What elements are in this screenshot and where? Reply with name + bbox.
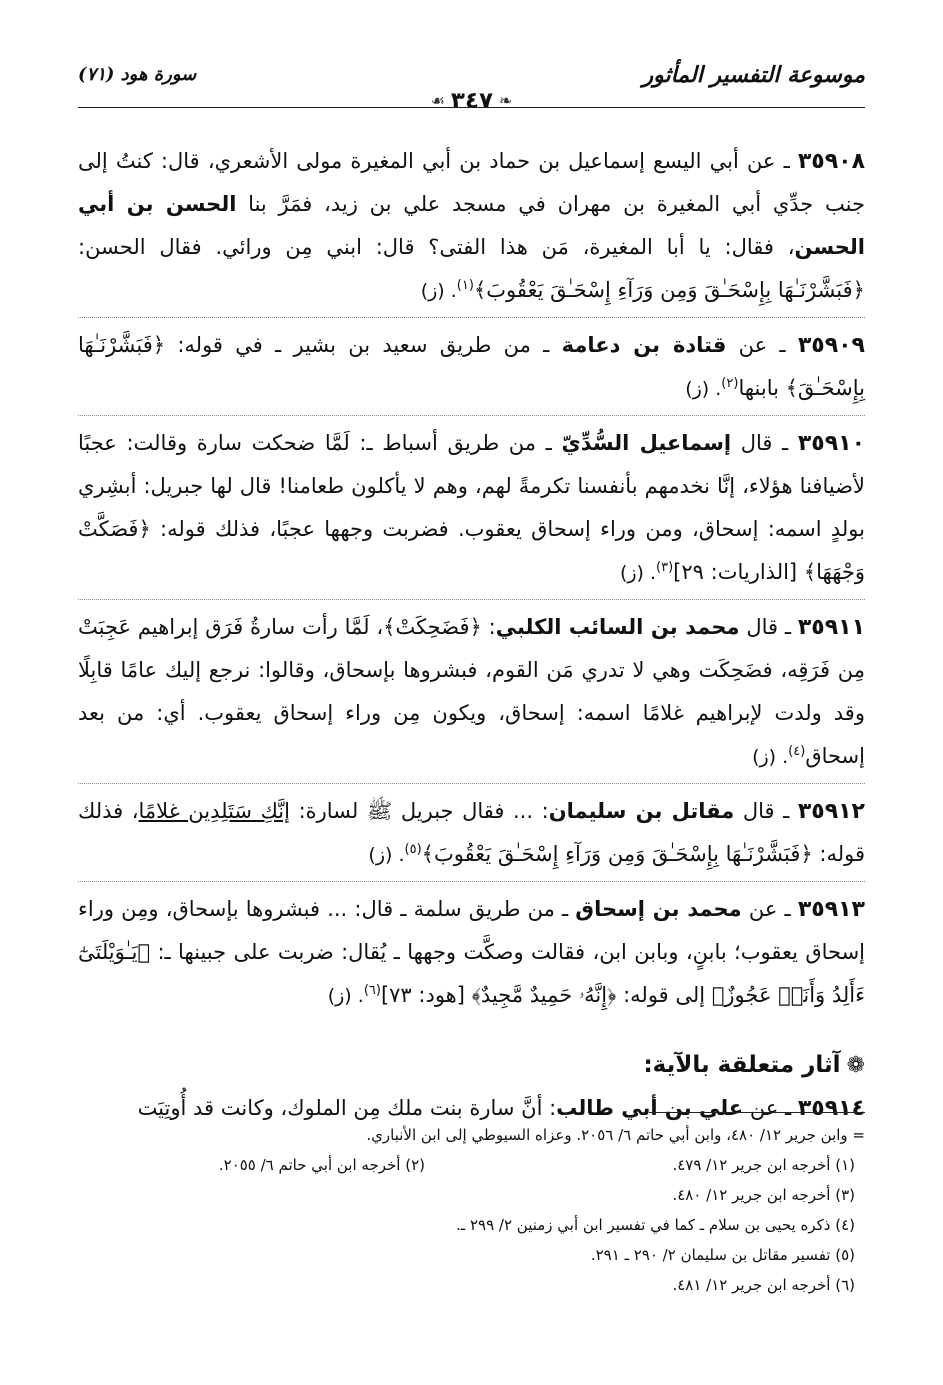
source-code: . (ز) (619, 562, 657, 584)
narration-text: ـ عن أبي اليسع إسماعيل بن حماد بن أبي المغيرة مولى الأشعري، قال: كنتُ إلى جنب جدِّي أبي المغيرة بن مهران في مسجد علي بن زيد، فمَرَّ بنا (78, 149, 865, 216)
source-code: . (ز) (685, 378, 722, 400)
narration-text: : ... فقال جبريل ﷺ لسارة: (289, 799, 549, 823)
sura-label: سورة هود (٧١) (78, 64, 197, 85)
quran-quote: ﴿فَبَشَّرْنَـٰهَا بِإِسْحَـٰقَ وَمِن وَرَآءِ إِسْحَـٰقَ يَعْقُوبَ﴾ (473, 278, 865, 302)
main-text (78, 140, 865, 1134)
footnote-line (78, 1240, 865, 1270)
footnote-line (78, 1120, 865, 1150)
page-number: ٣٤٧ (450, 88, 494, 114)
footnote-ref: (٣) (656, 560, 674, 575)
narrator-name: إسماعيل السُّدِّيّ (561, 431, 732, 455)
narration-text: ـ من طريق أسباط ـ: لَمَّا ضحكت سارة وقالت: عجبًا لأضيافنا هؤلاء، إنَّا نخدمهم بأنفسنا تكرمةً لهم، وهم لا يأكلون طعامنا! قال لها جبريل: أبشِري بولدٍ اسمه: إسحاق، ومن وراء إسحاق يعقوب. فضربت وجهها عجبًا، فذلك قوله: (78, 431, 865, 541)
page-header (78, 60, 865, 114)
section-heading-text: آثار متعلقة بالآية: (643, 1052, 841, 1078)
narration-text: : أنَّ سارة بنت ملك مِن الملوك، وكانت قد أُوتِيَت (137, 1096, 557, 1120)
narration-number: ٣٥٩١٤ (797, 1096, 865, 1121)
narration-text: بابنها (738, 376, 786, 400)
header-rule (78, 107, 865, 108)
footnote-ref: (١) (456, 278, 474, 293)
narration-text: ـ من طريق سلمة ـ قال: ... فبشروها بإسحاق، ومِن وراء إسحاق يعقوب؛ بابنٍ، وبابن ابن، فقالت وصكَّت وجهها ـ يُقال: ضربت على جبينها ـ: (78, 897, 865, 964)
quran-quote: ﴿إِنَّهُۥ حَمِيدٌ مَّجِيدٌ﴾ (471, 983, 617, 1007)
quran-quote: ﴿فَضَحِكَتْ﴾ (383, 615, 482, 639)
narration-text: إلى قوله: (616, 983, 712, 1007)
narrator-name: محمد بن السائب الكلبي (495, 615, 740, 639)
footnote-line (78, 1270, 865, 1300)
narration-text: ـ قال (731, 431, 798, 455)
footnote-rule (649, 1112, 865, 1113)
section-heading (78, 1044, 865, 1087)
narration-text: ـ عن (726, 333, 798, 357)
narration-text: ـ من طريق سعيد بن بشير ـ في قوله: (165, 333, 562, 357)
quran-quote: ﴿فَصَكَّتْ وَجْهَهَا﴾ (78, 517, 865, 584)
source-code: . (ز) (420, 280, 457, 302)
quran-quote: ﴿فَبَشَّرْنَـٰهَا بِإِسْحَـٰقَ﴾ (78, 333, 865, 400)
footnote-5: (٥) تفسير مقاتل بن سليمان ٢/ ٢٩٠ ـ ٢٩١. (590, 1246, 855, 1264)
flower-ornament-icon: ❁ (846, 1053, 865, 1078)
narration-number: ٣٥٩١٢ (797, 799, 865, 824)
footnote-6: (٦) أخرجه ابن جرير ١٢/ ٤٨١. (672, 1276, 855, 1294)
footnote-1: (١) أخرجه ابن جرير ١٢/ ٤٧٩. (672, 1156, 855, 1174)
page-number-block (425, 88, 519, 114)
paragraph-separator (78, 317, 865, 318)
footnote-ref: (٦) (363, 983, 381, 998)
narration-number: ٣٥٩٠٩ (797, 333, 865, 358)
decorative-flourish-icon: ☙ (430, 91, 445, 110)
narration-text: ، فقال: يا أبا المغيرة، مَن هذا الفتى؟ قال: ابني مِن ورائي. فقال الحسن: (78, 235, 795, 259)
narration-text: ، فذلك قوله: (78, 799, 865, 866)
source-code: . (ز) (368, 844, 405, 866)
narration-number: ٣٥٩١٣ (797, 897, 865, 922)
narration-text: [الذاريات: ٢٩] (673, 560, 804, 584)
narrator-name: محمد بن إسحاق (575, 897, 742, 921)
narration-paragraph (78, 790, 865, 877)
narration-number: ٣٥٩١١ (797, 615, 866, 640)
footnote-line (78, 1150, 865, 1180)
footnote-line (78, 1210, 865, 1240)
narration-paragraph (78, 422, 865, 595)
narration-text: ، لَمَّا رأت سارةُ فَرَق إبراهيم عَجِبَتْ مِن فَرَقِه، فضَحِكَت وهي لا تدري مَن القوم، فبشروها بإسحاق، وقالوا: نرجع إليك عامًا قابِلًا وقد ولدت لإبراهيم غلامًا اسمه: إسحاق، ويكون مِن وراء إسحاق يعقوب. أي: من بعد إسحاق (78, 615, 865, 768)
footnote-ref: (٥) (404, 842, 422, 857)
narration-text: ـ قال (739, 615, 798, 639)
narrator-name: مقاتل بن سليمان (548, 799, 735, 823)
book-title: موسوعة التفسير المأثور (642, 62, 865, 88)
narration-number: ٣٥٩١٠ (797, 431, 865, 456)
narration-text: [هود: ٧٣] (380, 983, 472, 1007)
footnote-ref: (٤) (788, 744, 806, 759)
quoted-speech: إنَّكِ سَتَلِدِين غلامًا (138, 799, 290, 823)
footnote-3: (٣) أخرجه ابن جرير ١٢/ ٤٨٠. (672, 1186, 855, 1204)
footnote-2: (٢) أخرجه ابن أبي حاتم ٦/ ٢٠٥٥. (218, 1156, 425, 1174)
narration-text: : (481, 615, 496, 639)
quran-quote: ﴿فَبَشَّرْنَـٰهَا بِإِسْحَـٰقَ وَمِن وَرَآءِ إِسْحَـٰقَ يَعْقُوبَ﴾ (421, 842, 813, 866)
narrator-name: قتادة بن دعامة (561, 333, 727, 357)
narration-text: ـ قال (734, 799, 798, 823)
footnote-ref: (٢) (721, 376, 739, 391)
footnote-continuation: = وابن جرير ١٢/ ٤٨٠، وابن أبي حاتم ٦/ ٢٠٥٦. وعزاه السيوطي إلى ابن الأنباري. (366, 1126, 865, 1144)
narration-number: ٣٥٩٠٨ (797, 149, 865, 174)
footnote-line (78, 1180, 865, 1210)
paragraph-separator (78, 783, 865, 784)
narration-paragraph (78, 324, 865, 411)
narration-text: ـ عن (741, 897, 798, 921)
paragraph-separator (78, 415, 865, 416)
narration-paragraph (78, 606, 865, 779)
quran-quote: ﴿يَـٰوَيْلَتَىٰٓ ءَأَلِدُ وَأَنَا۠ عَجُوزٌ﴾ (78, 940, 865, 1007)
source-code: . (ز) (752, 746, 789, 768)
narration-paragraph (78, 140, 865, 313)
narration-list (78, 140, 865, 1018)
paragraph-separator (78, 881, 865, 882)
footnotes (78, 1120, 865, 1300)
source-code: . (ز) (327, 985, 364, 1007)
narrator-name: الحسن بن أبي الحسن (78, 192, 865, 259)
footnote-4: (٤) ذكره يحيى بن سلام ـ كما في تفسير ابن أبي زمنين ٢/ ٢٩٩ ـ. (456, 1216, 855, 1234)
narration-paragraph (78, 888, 865, 1018)
narrator-name: علي بن أبي طالب (556, 1096, 744, 1120)
paragraph-separator (78, 599, 865, 600)
narration-text: ـ عن (743, 1096, 798, 1120)
decorative-flourish-icon: ❧ (499, 91, 513, 110)
